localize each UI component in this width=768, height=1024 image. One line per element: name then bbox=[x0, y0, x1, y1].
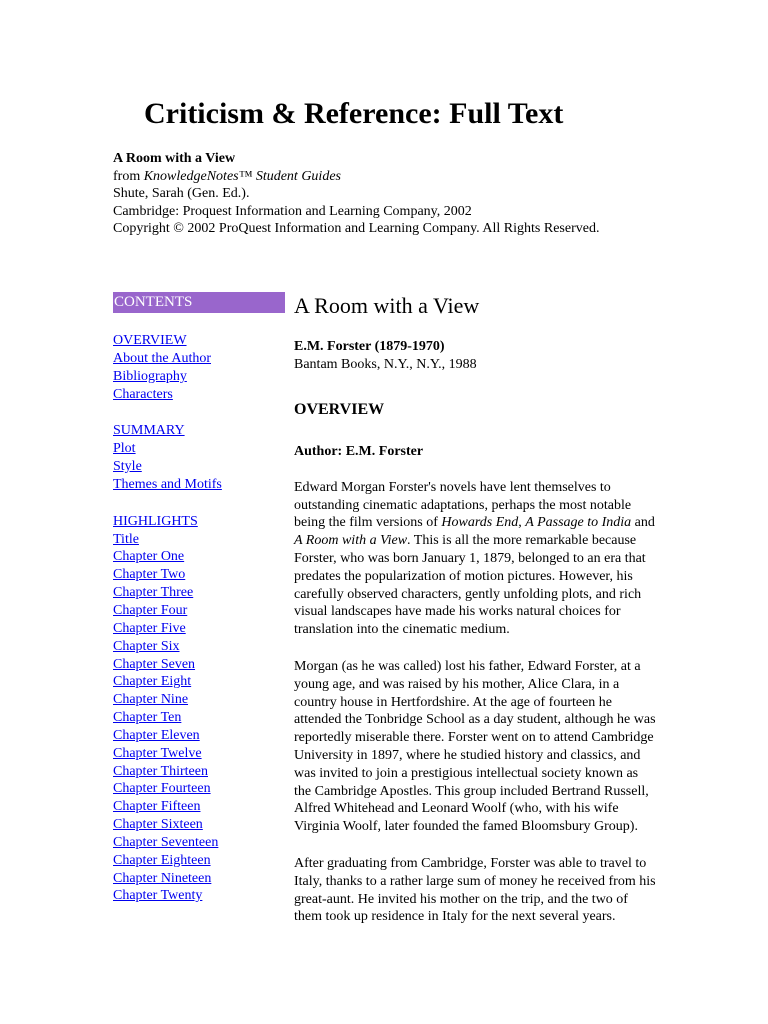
text-line: outstanding cinematic adaptations, perhaps the most notable bbox=[294, 497, 632, 513]
nav-link-about-the-author[interactable]: About the Author bbox=[113, 350, 211, 366]
nav-link-chapter-one[interactable]: Chapter One bbox=[113, 549, 185, 565]
text-line: Virginia Woolf, later founded the famed Bloomsbury Group). bbox=[294, 819, 638, 835]
text-line: country house in Hertfordshire. At the age of fourteen he bbox=[294, 694, 613, 710]
work-title-room-with-a-view: A Room with a View bbox=[294, 533, 408, 549]
nav-link-highlights[interactable]: HIGHLIGHTS bbox=[113, 513, 198, 529]
series-name: KnowledgeNotes™ Student Guides bbox=[143, 168, 341, 184]
author-dates: E.M. Forster (1879-1970) bbox=[294, 339, 445, 354]
publisher-line: Cambridge: Proquest Information and Learning Company, 2002 bbox=[113, 203, 472, 219]
work-title-passage-to-india: A Passage to India bbox=[525, 515, 632, 531]
text-run: , bbox=[518, 515, 526, 531]
text-run: being the film versions of bbox=[294, 515, 442, 531]
nav-link-chapter-nineteen[interactable]: Chapter Nineteen bbox=[113, 870, 212, 886]
copyright-line: Copyright © 2002 ProQuest Information and Learning Company. All Rights Reserved. bbox=[113, 221, 600, 237]
text-line bbox=[294, 514, 714, 532]
text-line: great-aunt. He invited his mother on the trip, and the two of bbox=[294, 891, 628, 907]
nav-link-bibliography[interactable]: Bibliography bbox=[113, 368, 187, 384]
nav-link-title[interactable]: Title bbox=[113, 531, 139, 547]
main-content bbox=[294, 292, 714, 926]
nav-link-chapter-twenty[interactable]: Chapter Twenty bbox=[113, 888, 203, 904]
nav-link-chapter-eight[interactable]: Chapter Eight bbox=[113, 674, 192, 690]
from-prefix: from bbox=[113, 168, 144, 184]
nav-link-chapter-fourteen[interactable]: Chapter Fourteen bbox=[113, 781, 211, 797]
nav-group-highlights bbox=[113, 513, 285, 906]
nav-link-chapter-twelve[interactable]: Chapter Twelve bbox=[113, 745, 202, 761]
nav-group-overview bbox=[113, 332, 285, 403]
text-line: predates the popularization of motion pictures. However, his bbox=[294, 568, 633, 584]
nav-link-chapter-fifteen[interactable]: Chapter Fifteen bbox=[113, 799, 201, 815]
nav-group-summary bbox=[113, 422, 285, 493]
nav-link-overview[interactable]: OVERVIEW bbox=[113, 333, 187, 348]
text-run: . This is all the more remarkable because bbox=[407, 533, 637, 549]
nav-link-chapter-five[interactable]: Chapter Five bbox=[113, 620, 186, 636]
page-title: Criticism & Reference: Full Text bbox=[144, 97, 564, 130]
book-info bbox=[294, 338, 714, 373]
nav-link-chapter-two[interactable]: Chapter Two bbox=[113, 567, 186, 583]
editor-line: Shute, Sarah (Gen. Ed.). bbox=[113, 186, 250, 202]
text-line: Edward Morgan Forster's novels have lent themselves to bbox=[294, 479, 611, 495]
section-heading-overview: OVERVIEW bbox=[294, 401, 385, 419]
text-line: the Cambridge Apostles. This group included Bertrand Russell, bbox=[294, 783, 649, 799]
nav-link-chapter-four[interactable]: Chapter Four bbox=[113, 602, 188, 618]
book-title: A Room with a View bbox=[294, 293, 480, 318]
text-line: young age, and was raised by his mother, Alice Clara, in a bbox=[294, 676, 620, 692]
nav-link-chapter-six[interactable]: Chapter Six bbox=[113, 638, 180, 654]
nav-link-characters[interactable]: Characters bbox=[113, 386, 173, 402]
nav-link-chapter-nine[interactable]: Chapter Nine bbox=[113, 692, 189, 708]
nav-link-chapter-seventeen[interactable]: Chapter Seventeen bbox=[113, 834, 219, 850]
nav-link-style[interactable]: Style bbox=[113, 459, 142, 475]
nav-link-chapter-eleven[interactable]: Chapter Eleven bbox=[113, 727, 200, 743]
nav-link-chapter-eighteen[interactable]: Chapter Eighteen bbox=[113, 852, 211, 868]
text-line: University in 1897, where he studied history and classics, and bbox=[294, 747, 641, 763]
nav-link-chapter-seven[interactable]: Chapter Seven bbox=[113, 656, 196, 672]
text-line bbox=[294, 532, 714, 550]
text-line: Forster, who was born January 1, 1879, belonged to an era that bbox=[294, 550, 646, 566]
nav-link-chapter-thirteen[interactable]: Chapter Thirteen bbox=[113, 763, 208, 779]
nav-link-chapter-sixteen[interactable]: Chapter Sixteen bbox=[113, 817, 203, 833]
edition-info: Bantam Books, N.Y., N.Y., 1988 bbox=[294, 356, 477, 372]
text-line: Alfred Whitehead and Leonard Woolf (who, with his wife bbox=[294, 801, 619, 817]
text-line: visual landscapes have made his works natural choices for bbox=[294, 604, 621, 620]
text-line: translation into the cinematic medium. bbox=[294, 622, 510, 638]
nav-link-summary[interactable]: SUMMARY bbox=[113, 423, 185, 439]
nav-link-themes-and-motifs[interactable]: Themes and Motifs bbox=[113, 476, 222, 492]
paragraph-3 bbox=[294, 855, 714, 926]
text-line: was invited to join a prestigious intellectual society known as bbox=[294, 765, 639, 781]
text-line: them took up residence in Italy for the next several years. bbox=[294, 909, 616, 925]
text-line: attended the Tonbridge School as a day student, although he was bbox=[294, 712, 656, 728]
text-line: carefully observed characters, gently unfolding plots, and rich bbox=[294, 586, 642, 602]
author-heading: Author: E.M. Forster bbox=[294, 444, 424, 460]
paragraph-2 bbox=[294, 658, 714, 836]
work-title-howards-end: Howards End bbox=[441, 515, 519, 531]
text-line: Morgan (as he was called) lost his father, Edward Forster, at a bbox=[294, 658, 641, 674]
nav-link-chapter-ten[interactable]: Chapter Ten bbox=[113, 710, 182, 726]
series-line bbox=[113, 168, 599, 186]
text-line: reportedly miserable there. Forster went on to attend Cambridge bbox=[294, 730, 654, 746]
text-line: Italy, thanks to a rather large sum of money he received from his bbox=[294, 873, 656, 889]
contents-header: CONTENTS bbox=[113, 292, 285, 313]
paragraph-1 bbox=[294, 479, 714, 639]
text-line: After graduating from Cambridge, Forster was able to travel to bbox=[294, 855, 647, 871]
contents-sidebar bbox=[113, 292, 285, 905]
source-info bbox=[113, 150, 599, 238]
text-run: and bbox=[631, 515, 655, 531]
nav-link-plot[interactable]: Plot bbox=[113, 441, 136, 457]
nav-link-chapter-three[interactable]: Chapter Three bbox=[113, 585, 194, 601]
work-title: A Room with a View bbox=[113, 151, 236, 166]
